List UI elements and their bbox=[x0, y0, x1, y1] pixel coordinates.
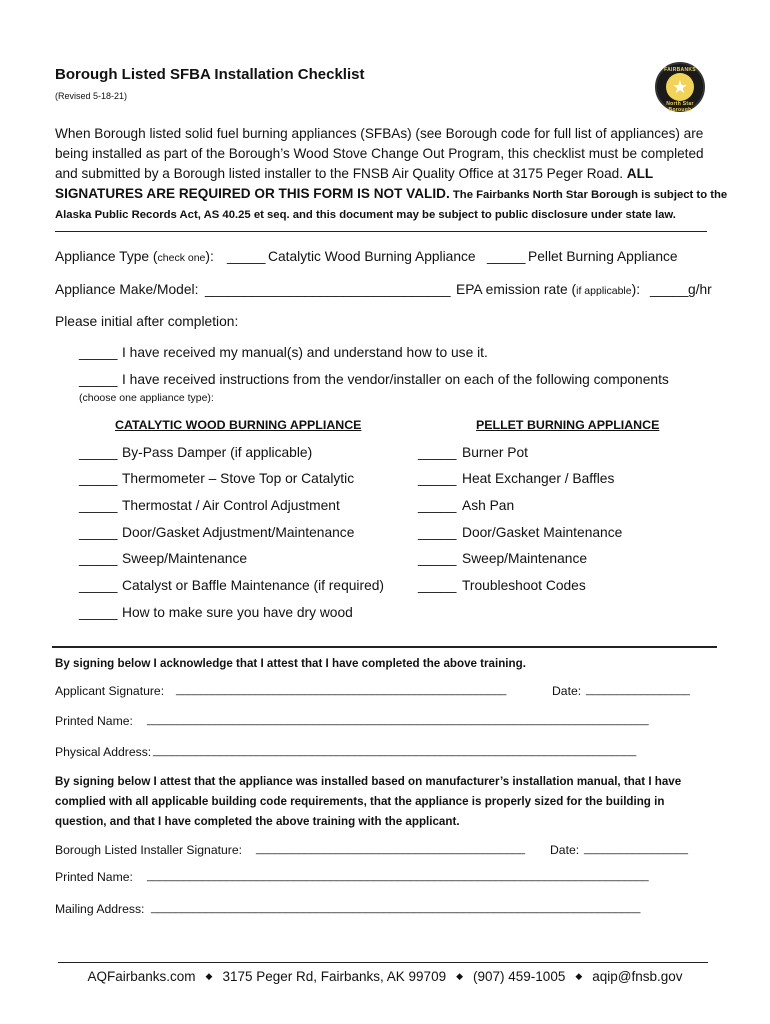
intro-line: being installed as part of the Borough’s Wood Stove Change Out Program, this checklist must be completed bbox=[55, 146, 704, 161]
installer-attestation-line: question, and that I have completed the above training with the applicant. bbox=[55, 815, 460, 828]
epa-rate-unit: g/hr bbox=[688, 282, 712, 297]
installer-printed-name-field[interactable]: __________________________________________________________________________________ bbox=[147, 870, 649, 882]
catalytic-item: Thermostat / Air Control Adjustment bbox=[122, 498, 340, 513]
pellet-item: Door/Gasket Maintenance bbox=[462, 525, 623, 540]
intro-records-notice: Alaska Public Records Act, AS 40.25 et seq. and this document may be subject to public disclosure under state law. bbox=[55, 209, 676, 221]
epa-rate-label-close: ): bbox=[631, 282, 641, 297]
initial-blank[interactable]: _____ bbox=[418, 498, 457, 513]
footer-phone: (907) 459-1005 bbox=[473, 969, 566, 984]
intro-line bbox=[55, 164, 715, 184]
revision-date: (Revised 5-18-21) bbox=[55, 91, 128, 101]
intro-warning: SIGNATURES ARE REQUIRED OR THIS FORM IS NOT VALID. bbox=[55, 186, 450, 201]
intro-line: When Borough listed solid fuel burning appliances (SFBAs) (see Borough code for full list of appliances) are bbox=[55, 126, 704, 141]
catalytic-item: How to make sure you have dry wood bbox=[122, 605, 353, 620]
initial-blank[interactable]: _____ bbox=[79, 471, 118, 486]
initial-blank[interactable]: _____ bbox=[79, 445, 118, 460]
section-divider bbox=[52, 646, 717, 648]
initial-blank[interactable]: _____ bbox=[418, 445, 457, 460]
installer-printed-name-label: Printed Name: bbox=[55, 870, 133, 884]
installer-signature-field[interactable]: ____________________________________________ bbox=[256, 843, 526, 855]
mailing-address-label: Mailing Address: bbox=[55, 902, 145, 916]
installer-date-field[interactable]: _________________ bbox=[584, 843, 689, 855]
initial-blank[interactable]: _____ bbox=[79, 372, 118, 387]
appliance-type-row bbox=[55, 249, 214, 264]
installer-signature-label: Borough Listed Installer Signature: bbox=[55, 843, 242, 857]
footer-website[interactable]: AQFairbanks.com bbox=[87, 969, 196, 984]
seal-text-top: FAIRBANKS bbox=[664, 67, 696, 73]
initial-blank[interactable]: _____ bbox=[418, 525, 457, 540]
applicant-printed-name-field[interactable]: __________________________________________________________________________________ bbox=[147, 714, 649, 726]
pellet-item: Ash Pan bbox=[462, 498, 515, 513]
seal-text-bottom: North Star Borough bbox=[666, 101, 694, 113]
catalytic-item: Catalyst or Baffle Maintenance (if required) bbox=[122, 578, 385, 593]
physical-address-field[interactable]: _______________________________________________________________________________ bbox=[153, 745, 637, 757]
check-one-note: check one bbox=[157, 252, 206, 264]
applicant-signature-label: Applicant Signature: bbox=[55, 684, 165, 698]
divider bbox=[55, 231, 707, 232]
catalytic-item: By-Pass Damper (if applicable) bbox=[122, 445, 313, 460]
borough-seal-icon bbox=[655, 62, 705, 112]
catalytic-type-option: Catalytic Wood Burning Appliance bbox=[268, 249, 476, 264]
installer-date-label: Date: bbox=[550, 843, 580, 857]
catalytic-column-heading: CATALYTIC WOOD BURNING APPLIANCE bbox=[115, 418, 362, 432]
applicant-signature-field[interactable]: ______________________________________________________ bbox=[176, 684, 507, 696]
footer-divider bbox=[58, 962, 708, 963]
appliance-type-label-close: ): bbox=[205, 249, 214, 264]
initial-blank[interactable]: _____ bbox=[79, 578, 118, 593]
initial-blank[interactable]: _____ bbox=[418, 471, 457, 486]
initial-blank[interactable]: _____ bbox=[79, 525, 118, 540]
pellet-item: Troubleshoot Codes bbox=[462, 578, 586, 593]
catalytic-type-blank[interactable]: _____ bbox=[227, 249, 266, 264]
initials-heading: Please initial after completion: bbox=[55, 314, 239, 329]
intro-text: and submitted by a Borough listed installer to the FNSB Air Quality Office at 3175 Peger Road. bbox=[55, 166, 627, 181]
intro-records-notice: The Fairbanks North Star Borough is subject to the bbox=[449, 189, 728, 201]
diamond-separator-icon: ◆ bbox=[205, 971, 213, 981]
physical-address-label: Physical Address: bbox=[55, 745, 152, 759]
applicant-date-label: Date: bbox=[552, 684, 582, 698]
diamond-separator-icon: ◆ bbox=[575, 971, 583, 981]
pellet-item: Burner Pot bbox=[462, 445, 528, 460]
make-model-label: Appliance Make/Model: bbox=[55, 282, 199, 297]
intro-bold-text: ALL bbox=[626, 166, 654, 181]
pellet-item: Heat Exchanger / Baffles bbox=[462, 471, 615, 486]
initial-blank[interactable]: _____ bbox=[79, 345, 118, 360]
pellet-column-heading: PELLET BURNING APPLIANCE bbox=[476, 418, 660, 432]
applicant-acknowledgement: By signing below I acknowledge that I attest that I have completed the above training. bbox=[55, 657, 526, 670]
applicant-date-field[interactable]: _________________ bbox=[586, 684, 691, 696]
initial-blank[interactable]: _____ bbox=[79, 498, 118, 513]
applicant-printed-name-label: Printed Name: bbox=[55, 714, 133, 728]
epa-rate-row bbox=[456, 282, 640, 297]
catalytic-item: Sweep/Maintenance bbox=[122, 551, 248, 566]
epa-rate-field[interactable]: _____ bbox=[650, 282, 689, 297]
catalytic-item: Door/Gasket Adjustment/Maintenance bbox=[122, 525, 355, 540]
make-model-field[interactable]: ________________________________ bbox=[205, 282, 451, 297]
initial-blank[interactable]: _____ bbox=[418, 578, 457, 593]
appliance-type-label: Appliance Type ( bbox=[55, 249, 158, 264]
footer-email[interactable]: aqip@fnsb.gov bbox=[592, 969, 683, 984]
diamond-separator-icon: ◆ bbox=[456, 971, 464, 981]
initial-blank[interactable]: _____ bbox=[79, 551, 118, 566]
instructions-received-item: I have received instructions from the vendor/installer on each of the following components bbox=[122, 372, 669, 387]
footer-address: 3175 Peger Rd, Fairbanks, AK 99709 bbox=[222, 969, 447, 984]
if-applicable-note: if applicable bbox=[576, 285, 632, 297]
mailing-address-field[interactable]: ________________________________________________________________________________ bbox=[151, 902, 641, 914]
page-title: Borough Listed SFBA Installation Checklist bbox=[55, 66, 365, 83]
installer-attestation-line: By signing below I attest that the appliance was installed based on manufacturer’s installation manual, that I have bbox=[55, 775, 682, 788]
manual-received-item: I have received my manual(s) and understand how to use it. bbox=[122, 345, 488, 360]
choose-type-note: (choose one appliance type): bbox=[79, 392, 214, 404]
catalytic-item: Thermometer – Stove Top or Catalytic bbox=[122, 471, 355, 486]
pellet-item: Sweep/Maintenance bbox=[462, 551, 588, 566]
epa-rate-label: EPA emission rate ( bbox=[456, 282, 577, 297]
installer-attestation-line: complied with all applicable building code requirements, that the appliance is properly sized for the building in bbox=[55, 795, 665, 808]
intro-paragraph bbox=[55, 124, 728, 225]
star-icon: ★ bbox=[666, 73, 694, 101]
footer bbox=[0, 969, 770, 984]
intro-line bbox=[55, 184, 728, 205]
initial-blank[interactable]: _____ bbox=[79, 605, 118, 620]
pellet-type-blank[interactable]: _____ bbox=[487, 249, 526, 264]
initial-blank[interactable]: _____ bbox=[418, 551, 457, 566]
pellet-type-option: Pellet Burning Appliance bbox=[528, 249, 678, 264]
